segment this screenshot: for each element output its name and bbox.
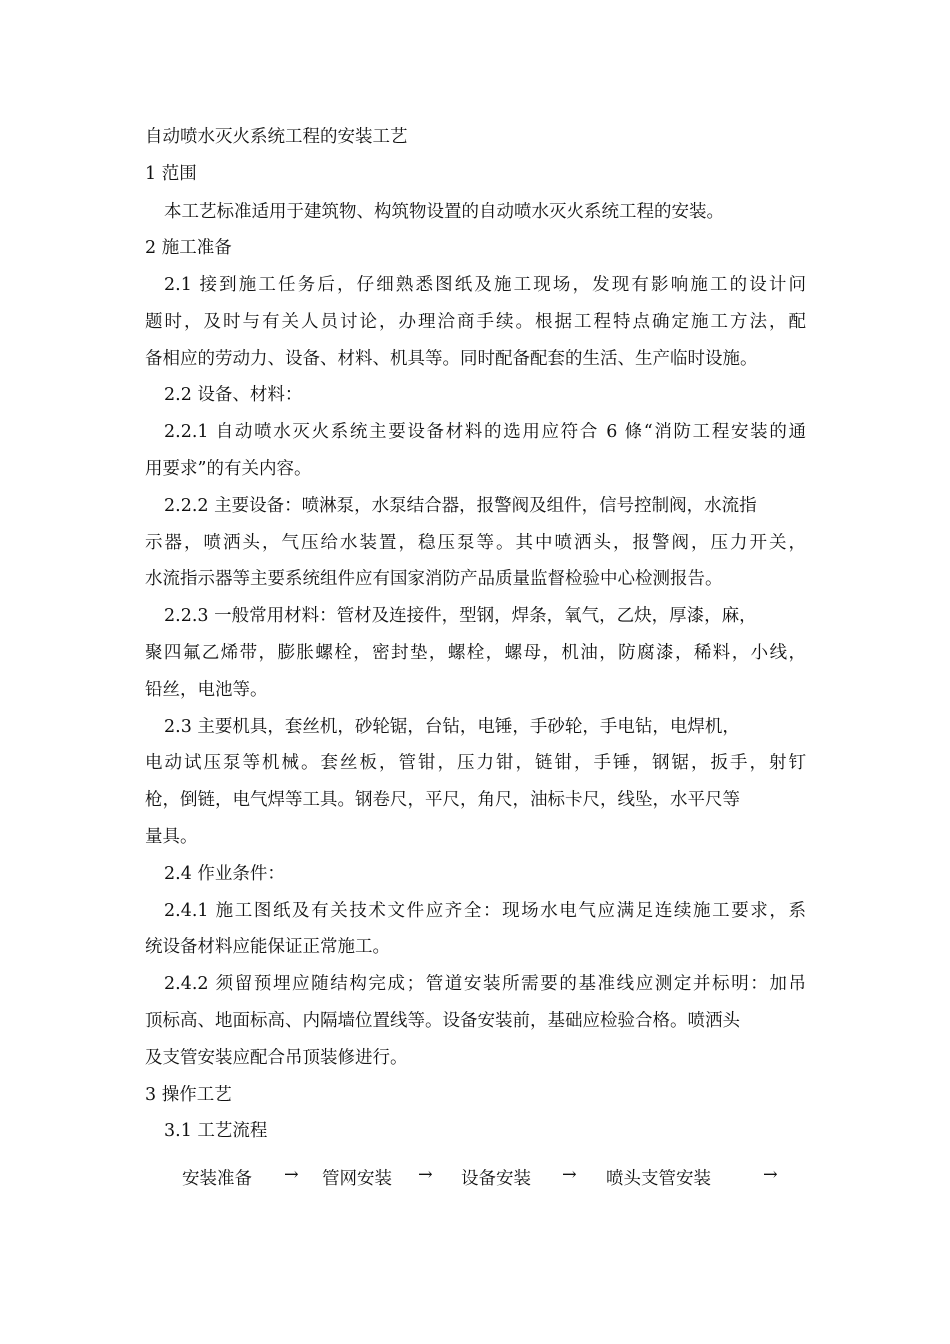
subsection-heading: 3.1 工艺流程 <box>164 1121 268 1141</box>
section-3-heading: 3 操作工艺 <box>145 1085 232 1105</box>
paragraph-line: 水流指示器等主要系统组件应有国家消防产品质量监督检验中心检测报告。 <box>145 569 723 589</box>
paragraph-line: 2.4.1 施工图纸及有关技术文件应齐全：现场水电气应满足连续施工要求，系 <box>164 901 806 921</box>
paragraph-line: 2.2.1 自动喷水灭火系统主要设备材料的选用应符合 6 條“消防工程安装的通 <box>164 422 806 442</box>
flow-arrow-icon: → <box>763 1165 778 1185</box>
flow-step: 管网安装 <box>322 1169 392 1189</box>
paragraph-line: 顶标高、地面标高、内隔墙位置线等。设备安装前，基础应检验合格。喷洒头 <box>145 1011 740 1031</box>
paragraph-line: 备相应的劳动力、设备、材料、机具等。同时配备配套的生活、生产临时设施。 <box>145 349 758 369</box>
flow-arrow-icon: → <box>418 1165 433 1185</box>
paragraph-line: 2.2.3 一般常用材料：管材及连接件，型钢，焊条，氧气，乙炔，厚漆，麻， <box>164 606 757 626</box>
paragraph-line: 2.1 接到施工任务后，仔细熟悉图纸及施工现场，发现有影响施工的设计问 <box>164 275 806 295</box>
paragraph-line: 及支管安装应配合吊顶装修进行。 <box>145 1048 408 1068</box>
paragraph-line: 2.3 主要机具，套丝机，砂轮锯，台钻，电锤，手砂轮，手电钻，电焊机， <box>164 717 740 737</box>
section-1-heading: 1 范围 <box>145 164 197 184</box>
flow-step: 设备安装 <box>461 1169 531 1189</box>
paragraph-line: 2.4 作业条件： <box>164 864 285 884</box>
flow-arrow-icon: → <box>562 1165 577 1185</box>
document-title: 自动喷水灭火系统工程的安装工艺 <box>145 127 408 147</box>
flow-arrow-icon: → <box>284 1165 299 1185</box>
paragraph-line: 量具。 <box>145 827 198 847</box>
paragraph-line: 铅丝，电池等。 <box>145 680 268 700</box>
paragraph-line: 题时，及时与有关人员讨论，办理洽商手续。根据工程特点确定施工方法，配 <box>145 312 806 332</box>
section-2-heading: 2 施工准备 <box>145 238 232 258</box>
paragraph-line: 2.2.2 主要设备：喷淋泵，水泵结合器，报警阀及组件，信号控制阀，水流指 <box>164 496 757 516</box>
paragraph-line: 枪，倒链，电气焊等工具。钢卷尺，平尺，角尺，油标卡尺，线坠，水平尺等 <box>145 790 740 810</box>
flow-step: 安装准备 <box>182 1169 252 1189</box>
paragraph-line: 用要求”的有关内容。 <box>145 459 312 479</box>
paragraph-line: 统设备材料应能保证正常施工。 <box>145 937 390 957</box>
flow-step: 喷头支管安装 <box>606 1169 711 1189</box>
paragraph-line: 示器，喷洒头，气压给水装置，稳压泵等。其中喷洒头，报警阀，压力开关， <box>145 533 806 553</box>
paragraph-line: 2.2 设备、材料： <box>164 385 303 405</box>
paragraph-line: 电动试压泵等机械。套丝板，管钳，压力钳，链钳，手锤，钢锯，扳手，射钉 <box>145 753 806 773</box>
section-1-text: 本工艺标准适用于建筑物、构筑物设置的自动喷水灭火系统工程的安装。 <box>164 202 724 222</box>
paragraph-line: 2.4.2 须留预埋应随结构完成；管道安装所需要的基准线应测定并标明：加吊 <box>164 974 806 994</box>
paragraph-line: 聚四氟乙烯带，膨胀螺栓，密封垫，螺栓，螺母，机油，防腐漆，稀料，小线， <box>145 643 806 663</box>
process-flow <box>0 1165 950 1189</box>
